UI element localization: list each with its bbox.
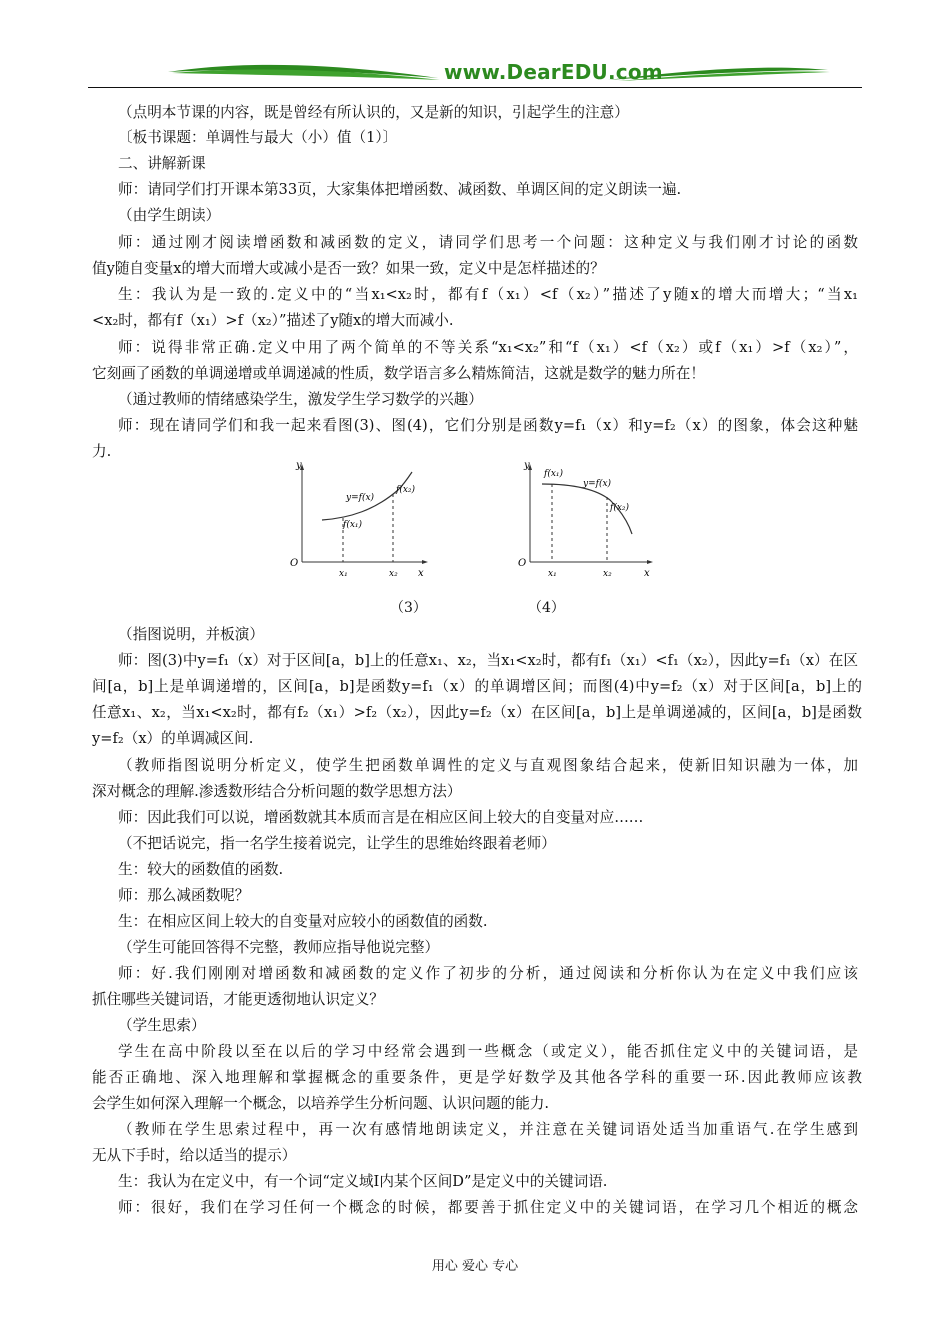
text-line: （学生思索） [118, 1017, 206, 1034]
text-line: 无从下手时，给以适当的提示） [92, 1147, 297, 1164]
header-rule [88, 87, 862, 88]
text-line: 会学生如何深入理解一个概念，以培养学生分析问题、认识问题的能力. [92, 1095, 550, 1112]
page-footer: 用心 爱心 专心 [431, 1259, 519, 1274]
text-line: 师：那么减函数呢？ [118, 887, 250, 904]
text-line: （学生可能回答得不完整，教师应指导他说完整） [118, 939, 440, 956]
fig4-axis-x: x [644, 568, 650, 579]
fig4-axis-y: y [524, 460, 530, 471]
text-line: 学生在高中阶段以至在以后的学习中经常会遇到一些概念（或定义），能否抓住定义中的关键词语，是 [118, 1043, 858, 1060]
text-line: 间[a，b]上是单调递增的，区间[a，b]是函数y=f₁（x）的单调增区间；而图(4)中y=f₂（x）对于区间[a，b]上的 [92, 678, 862, 695]
fig3-curve-label: y=f(x) [346, 493, 375, 503]
fig4-tick-x2: x₂ [603, 569, 612, 579]
text-line: （不把话说完，指一名学生接着说完，让学生的思维始终跟着老师） [118, 835, 556, 852]
fig4-origin: O [518, 558, 527, 569]
fig3-tick-x1: x₁ [339, 569, 348, 579]
text-line: 〔板书课题：单调性与最大（小）值（1）〕 [118, 129, 398, 146]
text-line: 生：较大的函数值的函数. [118, 861, 284, 878]
text-line: （由学生朗读） [118, 207, 221, 224]
fig3-axis-y: y [296, 460, 302, 471]
text-line: 师：请同学们打开课本第33页，大家集体把增函数、减函数、单调区间的定义朗读一遍. [118, 181, 682, 198]
fig3-tick-x2: x₂ [389, 569, 398, 579]
text-line: 深对概念的理解.渗透数形结合分析问题的数学思想方法） [92, 783, 462, 800]
figure-3-increasing [302, 466, 425, 562]
text-line: （指图说明，并板演） [118, 626, 264, 643]
text-line: y=f₂（x）的单调减区间. [92, 730, 254, 747]
text-line: 师：现在请同学们和我一起来看图(3)、图(4)，它们分别是函数y=f₁（x）和y=f₂（x）的图象，体会这种魅 [118, 417, 858, 434]
text-line: 抓住哪些关键词语，才能更透彻地认识定义？ [92, 991, 384, 1008]
text-line: <x₂时，都有f（x₁）>f（x₂）”描述了y随x的增大而减小. [92, 312, 454, 329]
site-logo-text: www.DearEDU.com [444, 60, 663, 84]
text-line: 生：在相应区间上较大的自变量对应较小的函数值的函数. [118, 913, 488, 930]
text-line: （教师在学生思索过程中，再一次有感情地朗读定义，并注意在关键词语处适当加重语气.在学生感到 [118, 1121, 858, 1138]
section-heading: 二、讲解新课 [118, 155, 206, 172]
text-line: 师：通过刚才阅读增函数和减函数的定义，请同学们思考一个问题：这种定义与我们刚才讨论的函数 [118, 234, 858, 251]
figure-3-caption: （3） [390, 600, 427, 616]
text-line: 师：很好，我们在学习任何一个概念的时候，都要善于抓住定义中的关键词语，在学习几个相近的概念 [118, 1199, 858, 1216]
text-line: （点明本节课的内容，既是曾经有所认识的，又是新的知识，引起学生的注意） [118, 104, 629, 121]
text-line: 它刻画了函数的单调递增或单调递减的性质，数学语言多么精炼简洁，这就是数学的魅力所在！ [92, 365, 705, 382]
fig4-label-fx2: f(x₂) [610, 503, 630, 513]
fig3-label-fx2: f(x₂) [396, 485, 416, 495]
text-line: 师：说得非常正确.定义中用了两个简单的不等关系“x₁<x₂”和“f（x₁）<f（x₂）或f（x₁）>f（x₂）”， [118, 339, 858, 356]
text-line: 力. [92, 443, 112, 460]
fig4-label-fx1: f(x₁) [544, 469, 564, 479]
function-graphs [280, 452, 680, 617]
text-line: （教师指图说明分析定义，使学生把函数单调性的定义与直观图象结合起来，使新旧知识融为一体，加 [118, 757, 858, 774]
text-line: 能否正确地、深入地理解和掌握概念的重要条件，更是学好数学及其他各学科的重要一环.因此教师应该教 [92, 1069, 862, 1086]
text-line: 任意x₁、x₂，当x₁<x₂时，都有f₂（x₁）>f₂（x₂），因此y=f₂（x）在区间[a，b]上是单调递减的，区间[a，b]是函数 [92, 704, 862, 721]
text-line: 生：我认为是一致的.定义中的“当x₁<x₂时，都有f（x₁）<f（x₂）”描述了y随x的增大而增大；“当x₁ [118, 286, 858, 303]
fig3-axis-x: x [418, 568, 424, 579]
text-line: （通过教师的情绪感染学生，激发学生学习数学的兴趣） [118, 391, 483, 408]
text-line: 师：因此我们可以说，增函数就其本质而言是在相应区间上较大的自变量对应…… [118, 809, 644, 826]
text-line: 师：好.我们刚刚对增函数和减函数的定义作了初步的分析，通过阅读和分析你认为在定义中我们应该 [118, 965, 858, 982]
text-line: 值y随自变量x的增大而增大或减小是否一致？如果一致，定义中是怎样描述的？ [92, 260, 605, 277]
text-line: 生：我认为在定义中，有一个词“定义域I内某个区间D”是定义中的关键词语. [118, 1173, 608, 1190]
fig3-origin: O [290, 558, 299, 569]
fig4-curve-label: y=f(x) [583, 479, 612, 489]
text-line: 师：图(3)中y=f₁（x）对于区间[a，b]上的任意x₁、x₂，当x₁<x₂时，都有f₁（x₁）<f₁（x₂），因此y=f₁（x）在区 [118, 652, 858, 669]
graph-figure-3-and-4 [280, 452, 680, 617]
fig4-tick-x1: x₁ [548, 569, 557, 579]
figure-4-caption: （4） [528, 600, 565, 616]
fig3-label-fx1: f(x₁) [343, 520, 363, 530]
